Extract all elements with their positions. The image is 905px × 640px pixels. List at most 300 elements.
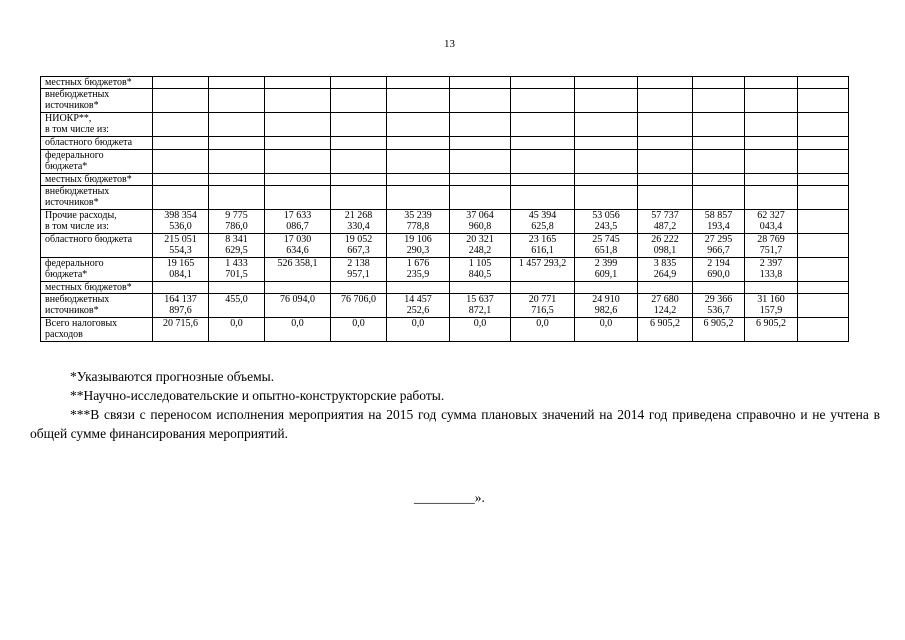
- table-cell: [450, 113, 511, 137]
- table-cell: [693, 318, 745, 342]
- table-body: [41, 77, 849, 342]
- row-label-line: Всего налоговых: [45, 318, 118, 329]
- row-label-line: федерального: [45, 150, 104, 161]
- cell-value-line: 53 056: [592, 210, 620, 221]
- cell-value-line: 157,9: [759, 305, 783, 316]
- row-label-line: областного бюджета: [45, 234, 133, 245]
- table-row: [41, 318, 849, 342]
- table-cell: [693, 234, 745, 258]
- table-cell: [153, 174, 209, 186]
- cell-value-line: 526 358,1: [277, 258, 318, 269]
- table-cell: [575, 210, 638, 234]
- table-cell: [209, 210, 265, 234]
- cell-value-line: 0,0: [473, 318, 487, 329]
- table-cell-blank: [798, 137, 849, 150]
- cell-value-line: 609,1: [594, 269, 618, 280]
- table-cell: [153, 294, 209, 318]
- table-cell: [745, 234, 798, 258]
- table-cell: [450, 186, 511, 210]
- cell-value-line: 398 354: [164, 210, 197, 221]
- table-cell: [575, 113, 638, 137]
- row-label-line: источников*: [45, 100, 99, 111]
- table-cell: [209, 77, 265, 89]
- table-row: [41, 89, 849, 113]
- table-cell: [450, 210, 511, 234]
- row-label-line: местных бюджетов*: [45, 77, 132, 88]
- row-label: [41, 234, 153, 258]
- table-cell-blank: [798, 282, 849, 294]
- table-cell: [638, 210, 693, 234]
- table-cell: [450, 89, 511, 113]
- table-cell: [450, 137, 511, 150]
- table-cell: [209, 234, 265, 258]
- table-cell: [575, 282, 638, 294]
- table-row: [41, 234, 849, 258]
- table-cell: [387, 77, 450, 89]
- table-cell: [153, 89, 209, 113]
- table-cell: [745, 174, 798, 186]
- table-cell: [331, 89, 387, 113]
- table-row: [41, 282, 849, 294]
- table-cell: [745, 113, 798, 137]
- table-cell: [745, 258, 798, 282]
- table-cell: [450, 150, 511, 174]
- cell-value-line: 133,8: [759, 269, 783, 280]
- table-cell: [693, 186, 745, 210]
- table-cell-blank: [798, 210, 849, 234]
- table-cell: [209, 113, 265, 137]
- cell-value-line: 0,0: [411, 318, 425, 329]
- table-cell: [153, 186, 209, 210]
- table-cell: [153, 234, 209, 258]
- table-cell: [331, 258, 387, 282]
- cell-value-line: 1 457 293,2: [518, 258, 567, 269]
- table-cell: [450, 77, 511, 89]
- footnote-postponement: ***В связи с переносом исполнения мероприятия на 2015 год сумма плановых значений на 2014 год приведена справочно и не учтена в общей сумме финансирования мероприятий.: [30, 407, 880, 441]
- table-cell: [511, 89, 575, 113]
- cell-value-line: 20 321: [466, 234, 494, 245]
- table-cell: [693, 113, 745, 137]
- row-label: [41, 210, 153, 234]
- table-cell: [638, 186, 693, 210]
- cell-value-line: 17 633: [283, 210, 312, 221]
- cell-value-line: 0,0: [536, 318, 549, 329]
- table-cell: [693, 282, 745, 294]
- table-cell: [450, 282, 511, 294]
- table-cell: [331, 234, 387, 258]
- footnote-niokr: **Научно-исследовательские и опытно-конструкторские работы.: [70, 388, 445, 403]
- table-cell: [387, 186, 450, 210]
- table-cell: [387, 113, 450, 137]
- cell-value-line: 098,1: [653, 245, 677, 256]
- cell-value-line: 290,3: [406, 245, 430, 256]
- cell-value-line: 2 194: [707, 258, 730, 269]
- cell-value-line: 215 051: [164, 234, 197, 245]
- cell-value-line: 1 676: [406, 258, 430, 269]
- table-cell: [331, 318, 387, 342]
- cell-value-line: 6 905,2: [650, 318, 680, 329]
- table-row: [41, 137, 849, 150]
- cell-value-line: 20 771: [528, 294, 557, 305]
- table-cell: [638, 137, 693, 150]
- table-cell: [511, 137, 575, 150]
- cell-value-line: 629,5: [225, 245, 248, 256]
- table-cell: [575, 258, 638, 282]
- cell-value-line: 690,0: [707, 269, 730, 280]
- cell-value-line: 840,5: [468, 269, 492, 280]
- table-cell: [745, 186, 798, 210]
- table-cell: [693, 258, 745, 282]
- cell-value-line: 27 295: [704, 234, 733, 245]
- table-cell: [265, 318, 331, 342]
- cell-value-line: 897,6: [169, 305, 192, 316]
- table-cell: [331, 113, 387, 137]
- table-cell: [745, 282, 798, 294]
- cell-value-line: 124,2: [653, 305, 677, 316]
- row-label-line: Прочие расходы,: [45, 210, 117, 221]
- row-label-line: расходов: [45, 329, 83, 340]
- table-cell: [575, 77, 638, 89]
- cell-value-line: 23 165: [528, 234, 557, 245]
- table-row: [41, 174, 849, 186]
- table-cell: [638, 282, 693, 294]
- table-cell: [745, 318, 798, 342]
- cell-value-line: 872,1: [468, 305, 492, 316]
- row-label-line: бюджета*: [45, 269, 88, 280]
- cell-value-line: 26 222: [651, 234, 679, 245]
- table-cell: [638, 150, 693, 174]
- table-cell: [331, 282, 387, 294]
- table-cell-blank: [798, 77, 849, 89]
- table-row: [41, 294, 849, 318]
- row-label-line: местных бюджетов*: [45, 174, 132, 185]
- table-cell: [153, 282, 209, 294]
- row-label: [41, 137, 153, 150]
- closing-mark: _________».: [414, 490, 485, 505]
- cell-value-line: 193,4: [707, 221, 730, 232]
- footnote-forecast: *Указываются прогнозные объемы.: [70, 369, 275, 384]
- table-cell: [575, 234, 638, 258]
- cell-value-line: 6 905,2: [703, 318, 734, 329]
- table-cell: [693, 89, 745, 113]
- table-row: [41, 77, 849, 89]
- row-label: [41, 258, 153, 282]
- table-cell: [387, 210, 450, 234]
- table-cell: [745, 137, 798, 150]
- cell-value-line: 957,1: [347, 269, 370, 280]
- table-cell: [387, 258, 450, 282]
- table-cell: [575, 137, 638, 150]
- table-cell: [575, 186, 638, 210]
- cell-value-line: 3 835: [653, 258, 677, 269]
- table-cell: [331, 77, 387, 89]
- table-cell: [265, 77, 331, 89]
- table-row: [41, 258, 849, 282]
- cell-value-line: 1 433: [225, 258, 248, 269]
- table-cell: [575, 89, 638, 113]
- cell-value-line: 62 327: [757, 210, 785, 221]
- cell-value-line: 554,3: [169, 245, 192, 256]
- table-cell: [511, 318, 575, 342]
- cell-value-line: 19 052: [344, 234, 373, 245]
- cell-value-line: 76 706,0: [341, 294, 376, 305]
- table-row: [41, 150, 849, 174]
- table-cell-blank: [798, 294, 849, 318]
- table-cell: [265, 258, 331, 282]
- cell-value-line: 625,8: [531, 221, 554, 232]
- table-cell: [450, 234, 511, 258]
- cell-value-line: 960,8: [468, 221, 492, 232]
- row-label: [41, 113, 153, 137]
- cell-value-line: 536,0: [169, 221, 192, 232]
- cell-value-line: 19 165: [166, 258, 195, 269]
- table-cell: [745, 210, 798, 234]
- table-cell: [638, 234, 693, 258]
- table-cell: [387, 234, 450, 258]
- row-label: [41, 77, 153, 89]
- cell-value-line: 21 268: [344, 210, 373, 221]
- table-cell: [693, 294, 745, 318]
- cell-value-line: 248,2: [468, 245, 492, 256]
- table-cell-blank: [798, 150, 849, 174]
- cell-value-line: 751,7: [759, 245, 783, 256]
- cell-value-line: 616,1: [531, 245, 554, 256]
- table-cell: [153, 137, 209, 150]
- table-cell: [387, 282, 450, 294]
- cell-value-line: 35 239: [404, 210, 432, 221]
- table-cell: [209, 137, 265, 150]
- table-cell: [511, 113, 575, 137]
- table-cell: [387, 89, 450, 113]
- cell-value-line: 966,7: [707, 245, 730, 256]
- cell-value-line: 651,8: [594, 245, 618, 256]
- cell-value-line: 536,7: [707, 305, 730, 316]
- cell-value-line: 14 457: [404, 294, 432, 305]
- cell-value-line: 19 106: [404, 234, 432, 245]
- table-cell: [265, 113, 331, 137]
- table-cell: [745, 150, 798, 174]
- cell-value-line: 6 905,2: [756, 318, 786, 329]
- cell-value-line: 24 910: [592, 294, 620, 305]
- table-cell: [638, 174, 693, 186]
- cell-value-line: 716,5: [531, 305, 554, 316]
- cell-value-line: 086,7: [286, 221, 309, 232]
- table-cell-blank: [798, 234, 849, 258]
- table-cell: [265, 89, 331, 113]
- table-cell: [511, 210, 575, 234]
- row-label: [41, 294, 153, 318]
- table-cell: [331, 210, 387, 234]
- row-label-line: местных бюджетов*: [45, 282, 132, 293]
- table-cell: [638, 113, 693, 137]
- cell-value-line: 1 105: [468, 258, 492, 269]
- cell-value-line: 667,3: [347, 245, 370, 256]
- table-cell: [387, 174, 450, 186]
- table-cell: [511, 294, 575, 318]
- cell-value-line: 982,6: [594, 305, 618, 316]
- table-cell: [638, 318, 693, 342]
- row-label-line: источников*: [45, 305, 99, 316]
- table-cell: [331, 294, 387, 318]
- table-cell: [511, 282, 575, 294]
- cell-value-line: 2 138: [347, 258, 370, 269]
- cell-value-line: 455,0: [225, 294, 248, 305]
- cell-value-line: 043,4: [759, 221, 783, 232]
- cell-value-line: 330,4: [347, 221, 370, 232]
- table-cell: [265, 282, 331, 294]
- table-cell: [638, 77, 693, 89]
- cell-value-line: 31 160: [757, 294, 785, 305]
- table-cell: [209, 282, 265, 294]
- footnotes: [30, 367, 880, 443]
- table-cell-blank: [798, 258, 849, 282]
- row-label: [41, 318, 153, 342]
- table-row: [41, 186, 849, 210]
- row-label-line: в том числе из:: [45, 124, 109, 135]
- table-cell: [745, 89, 798, 113]
- cell-value-line: 29 366: [704, 294, 733, 305]
- cell-value-line: 084,1: [169, 269, 192, 280]
- table-cell: [511, 234, 575, 258]
- cell-value-line: 778,8: [406, 221, 430, 232]
- table-cell: [331, 186, 387, 210]
- row-label-line: внебюджетных: [45, 294, 110, 305]
- cell-value-line: 57 737: [651, 210, 679, 221]
- table-cell: [331, 150, 387, 174]
- table-cell: [209, 294, 265, 318]
- page-number: 13: [444, 38, 455, 50]
- row-label-line: внебюджетных: [45, 89, 110, 100]
- cell-value-line: 37 064: [466, 210, 494, 221]
- table-cell: [265, 294, 331, 318]
- table-cell: [450, 258, 511, 282]
- table-cell: [153, 210, 209, 234]
- table-cell-blank: [798, 318, 849, 342]
- cell-value-line: 235,9: [406, 269, 430, 280]
- table-cell: [265, 210, 331, 234]
- table-cell-blank: [798, 174, 849, 186]
- table-cell: [265, 150, 331, 174]
- table-cell: [209, 258, 265, 282]
- row-label: [41, 89, 153, 113]
- table-cell-blank: [798, 89, 849, 113]
- cell-value-line: 20 715,6: [163, 318, 198, 329]
- table-cell-blank: [798, 113, 849, 137]
- cell-value-line: 9 775: [225, 210, 248, 221]
- cell-value-line: 45 394: [528, 210, 557, 221]
- table-cell: [153, 318, 209, 342]
- cell-value-line: 164 137: [164, 294, 197, 305]
- row-label-line: федерального: [45, 258, 104, 269]
- table-cell: [209, 174, 265, 186]
- table-cell: [387, 150, 450, 174]
- cell-value-line: 786,0: [225, 221, 248, 232]
- row-label: [41, 174, 153, 186]
- table-cell: [745, 77, 798, 89]
- cell-value-line: 2 397: [759, 258, 783, 269]
- table-cell: [265, 174, 331, 186]
- table-cell: [387, 318, 450, 342]
- cell-value-line: 264,9: [653, 269, 677, 280]
- cell-value-line: 243,5: [594, 221, 618, 232]
- table-cell: [387, 137, 450, 150]
- table-cell: [745, 294, 798, 318]
- table-cell: [209, 186, 265, 210]
- table-cell: [638, 89, 693, 113]
- table-cell: [153, 258, 209, 282]
- table-cell: [693, 137, 745, 150]
- table-cell: [153, 77, 209, 89]
- cell-value-line: 487,2: [653, 221, 677, 232]
- table-cell: [511, 186, 575, 210]
- row-label-line: внебюджетных: [45, 186, 110, 197]
- table-cell: [331, 174, 387, 186]
- table-cell: [265, 234, 331, 258]
- row-label: [41, 186, 153, 210]
- cell-value-line: 8 341: [225, 234, 248, 245]
- cell-value-line: 634,6: [286, 245, 309, 256]
- table-cell: [511, 150, 575, 174]
- table-cell: [153, 150, 209, 174]
- row-label: [41, 150, 153, 174]
- row-label-line: НИОКР**,: [45, 113, 92, 124]
- cell-value-line: 2 399: [594, 258, 618, 269]
- table-cell: [575, 150, 638, 174]
- table-row: [41, 113, 849, 137]
- cell-value-line: 25 745: [592, 234, 620, 245]
- table-cell: [693, 174, 745, 186]
- cell-value-line: 252,6: [406, 305, 430, 316]
- cell-value-line: 701,5: [225, 269, 248, 280]
- cell-value-line: 28 769: [757, 234, 785, 245]
- table-cell: [693, 150, 745, 174]
- table-cell: [511, 174, 575, 186]
- table-cell: [209, 150, 265, 174]
- table-cell: [693, 210, 745, 234]
- table-cell: [511, 77, 575, 89]
- row-label-line: в том числе из:: [45, 221, 109, 232]
- table-cell-blank: [798, 186, 849, 210]
- cell-value-line: 0,0: [230, 318, 243, 329]
- table-cell: [387, 294, 450, 318]
- table-cell: [693, 77, 745, 89]
- cell-value-line: 15 637: [466, 294, 494, 305]
- table-cell: [450, 174, 511, 186]
- row-label-line: областного бюджета: [45, 137, 133, 148]
- cell-value-line: 27 680: [651, 294, 679, 305]
- table-cell: [265, 137, 331, 150]
- row-label: [41, 282, 153, 294]
- cell-value-line: 17 030: [283, 234, 312, 245]
- table-cell: [638, 294, 693, 318]
- financing-table: [40, 76, 849, 342]
- table-cell: [511, 258, 575, 282]
- cell-value-line: 0,0: [599, 318, 613, 329]
- table-cell: [153, 113, 209, 137]
- table-cell: [575, 174, 638, 186]
- table-cell: [209, 89, 265, 113]
- cell-value-line: 0,0: [291, 318, 304, 329]
- row-label-line: бюджета*: [45, 161, 88, 172]
- table-cell: [450, 294, 511, 318]
- cell-value-line: 0,0: [352, 318, 365, 329]
- cell-value-line: 58 857: [704, 210, 733, 221]
- table-cell: [265, 186, 331, 210]
- table-cell: [638, 258, 693, 282]
- cell-value-line: 76 094,0: [280, 294, 315, 305]
- row-label-line: источников*: [45, 197, 99, 208]
- table-cell: [450, 318, 511, 342]
